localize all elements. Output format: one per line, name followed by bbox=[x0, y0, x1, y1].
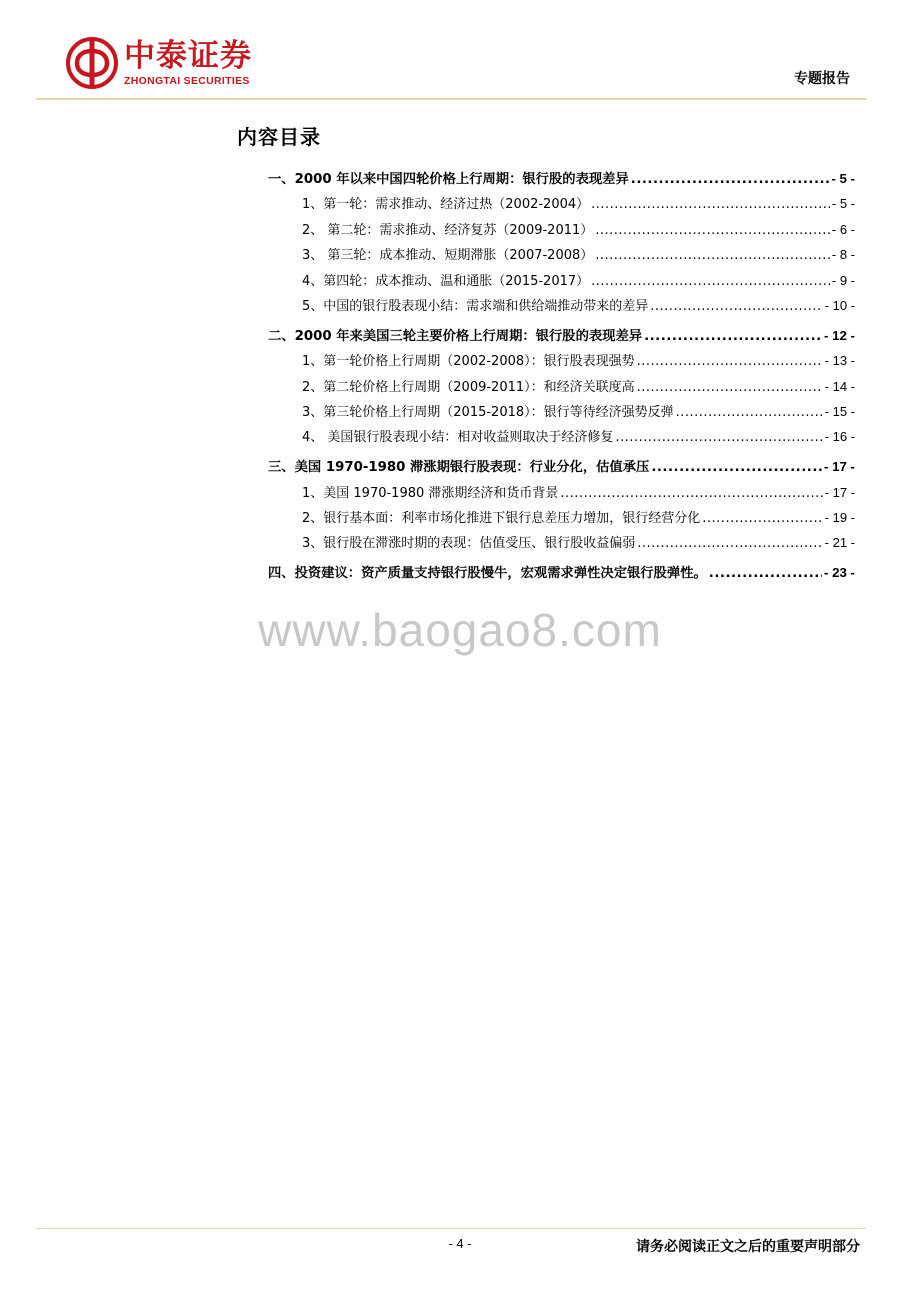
toc-entry-page: - 8 - bbox=[831, 247, 855, 263]
toc-entry-page: - 16 - bbox=[824, 429, 855, 445]
toc-entry-page: - 17 - bbox=[823, 459, 855, 475]
toc-title: 内容目录 bbox=[237, 125, 321, 149]
toc-entry-label: 3、银行股在滞涨时期的表现：估值受压、银行股收益偏弱 bbox=[302, 536, 636, 552]
toc-dot-leader bbox=[560, 481, 822, 506]
toc-dot-leader bbox=[702, 506, 822, 531]
watermark: www.baogao8.com bbox=[258, 604, 662, 656]
toc-entry-page: - 13 - bbox=[824, 353, 855, 369]
toc-entry-label: 5、中国的银行股表现小结：需求端和供给端推动带来的差异 bbox=[302, 298, 649, 314]
logo-chinese-name: 中泰证券 bbox=[124, 38, 252, 74]
toc-entry-label: 三、美国 1970-1980 滞涨期银行股表现：行业分化，估值承压 bbox=[268, 460, 650, 476]
footer-divider bbox=[36, 1228, 866, 1229]
toc-entry-label: 3、第三轮价格上行周期（2015-2018）：银行等待经济强势反弹 bbox=[302, 405, 674, 421]
toc-entry-page: - 21 - bbox=[824, 535, 855, 551]
toc-dot-leader bbox=[676, 400, 823, 425]
toc-dot-leader bbox=[709, 561, 822, 586]
toc-entry-label: 1、第一轮价格上行周期（2002-2008）：银行股表现强势 bbox=[302, 354, 635, 370]
toc-entry-label: 3、 第三轮：成本推动、短期滞胀（2007-2008） bbox=[302, 248, 594, 264]
toc-subsection-link[interactable] bbox=[268, 191, 855, 216]
toc-section-link[interactable] bbox=[268, 166, 855, 191]
toc-entry-page: - 15 - bbox=[824, 404, 855, 420]
toc-section-link[interactable] bbox=[268, 560, 855, 585]
toc-subsection-link[interactable] bbox=[268, 268, 855, 293]
toc-entry-page: - 19 - bbox=[824, 510, 855, 526]
toc-entry-page: - 12 - bbox=[823, 327, 855, 343]
toc-section-link[interactable] bbox=[268, 454, 855, 479]
toc-dot-leader bbox=[595, 218, 830, 243]
toc-dot-leader bbox=[637, 375, 823, 400]
toc-dot-leader bbox=[591, 192, 830, 217]
toc-dot-leader bbox=[650, 294, 822, 319]
toc-entry-label: 1、美国 1970-1980 滞涨期经济和货币背景 bbox=[302, 485, 559, 501]
toc-section-link[interactable] bbox=[268, 323, 855, 348]
toc-subsection-link[interactable] bbox=[268, 348, 855, 373]
toc-subsection-link[interactable] bbox=[268, 424, 855, 449]
zhongtai-logo-icon bbox=[66, 37, 118, 89]
toc-subsection-link[interactable] bbox=[268, 217, 855, 242]
toc-subsection-link[interactable] bbox=[268, 374, 855, 399]
toc-dot-leader bbox=[631, 167, 830, 192]
table-of-contents bbox=[268, 166, 855, 586]
toc-subsection-link[interactable] bbox=[268, 480, 855, 505]
report-type-label: 专题报告 bbox=[794, 71, 850, 87]
logo-english-name: ZHONGTAI SECURITIES bbox=[124, 75, 250, 87]
toc-entry-label: 一、2000 年以来中国四轮价格上行周期：银行股的表现差异 bbox=[268, 172, 629, 187]
toc-entry-page: - 6 - bbox=[831, 221, 855, 237]
header-divider bbox=[36, 98, 866, 100]
toc-entry-page: - 14 - bbox=[824, 378, 855, 394]
toc-dot-leader bbox=[637, 349, 823, 374]
toc-entry-label: 2、银行基本面：利率市场化推进下银行息差压力增加，银行经营分化 bbox=[302, 511, 701, 527]
toc-entry-page: - 5 - bbox=[831, 196, 855, 212]
toc-entry-label: 4、第四轮：成本推动、温和通胀（2015-2017） bbox=[302, 273, 590, 289]
toc-subsection-link[interactable] bbox=[268, 242, 855, 267]
toc-dot-leader bbox=[637, 531, 822, 556]
toc-entry-label: 1、第一轮：需求推动、经济过热（2002-2004） bbox=[302, 197, 590, 213]
toc-dot-leader bbox=[591, 269, 830, 294]
toc-entry-page: - 9 - bbox=[831, 272, 855, 288]
toc-entry-label: 4、 美国银行股表现小结：相对收益则取决于经济修复 bbox=[302, 430, 614, 446]
toc-entry-page: - 10 - bbox=[824, 297, 855, 313]
footer-disclaimer: 请务必阅读正文之后的重要声明部分 bbox=[636, 1239, 860, 1255]
toc-entry-page: - 5 - bbox=[831, 171, 855, 186]
toc-entry-page: - 23 - bbox=[823, 565, 855, 581]
toc-entry-page: - 17 - bbox=[824, 484, 855, 500]
toc-entry-label: 2、第二轮价格上行周期（2009-2011）：和经济关联度高 bbox=[302, 379, 635, 395]
toc-subsection-link[interactable] bbox=[268, 399, 855, 424]
toc-dot-leader bbox=[651, 455, 822, 480]
company-logo bbox=[66, 37, 286, 93]
toc-subsection-link[interactable] bbox=[268, 293, 855, 318]
toc-dot-leader bbox=[615, 425, 822, 450]
toc-subsection-link[interactable] bbox=[268, 530, 855, 555]
toc-entry-label: 二、2000 年来美国三轮主要价格上行周期：银行股的表现差异 bbox=[268, 328, 643, 344]
toc-entry-label: 四、投资建议：资产质量支持银行股慢牛，宏观需求弹性决定银行股弹性。 bbox=[268, 566, 707, 582]
toc-dot-leader bbox=[595, 243, 830, 268]
toc-subsection-link[interactable] bbox=[268, 505, 855, 530]
toc-dot-leader bbox=[644, 324, 822, 349]
page-number: - 4 - bbox=[448, 1236, 472, 1251]
toc-entry-label: 2、 第二轮：需求推动、经济复苏（2009-2011） bbox=[302, 222, 594, 238]
